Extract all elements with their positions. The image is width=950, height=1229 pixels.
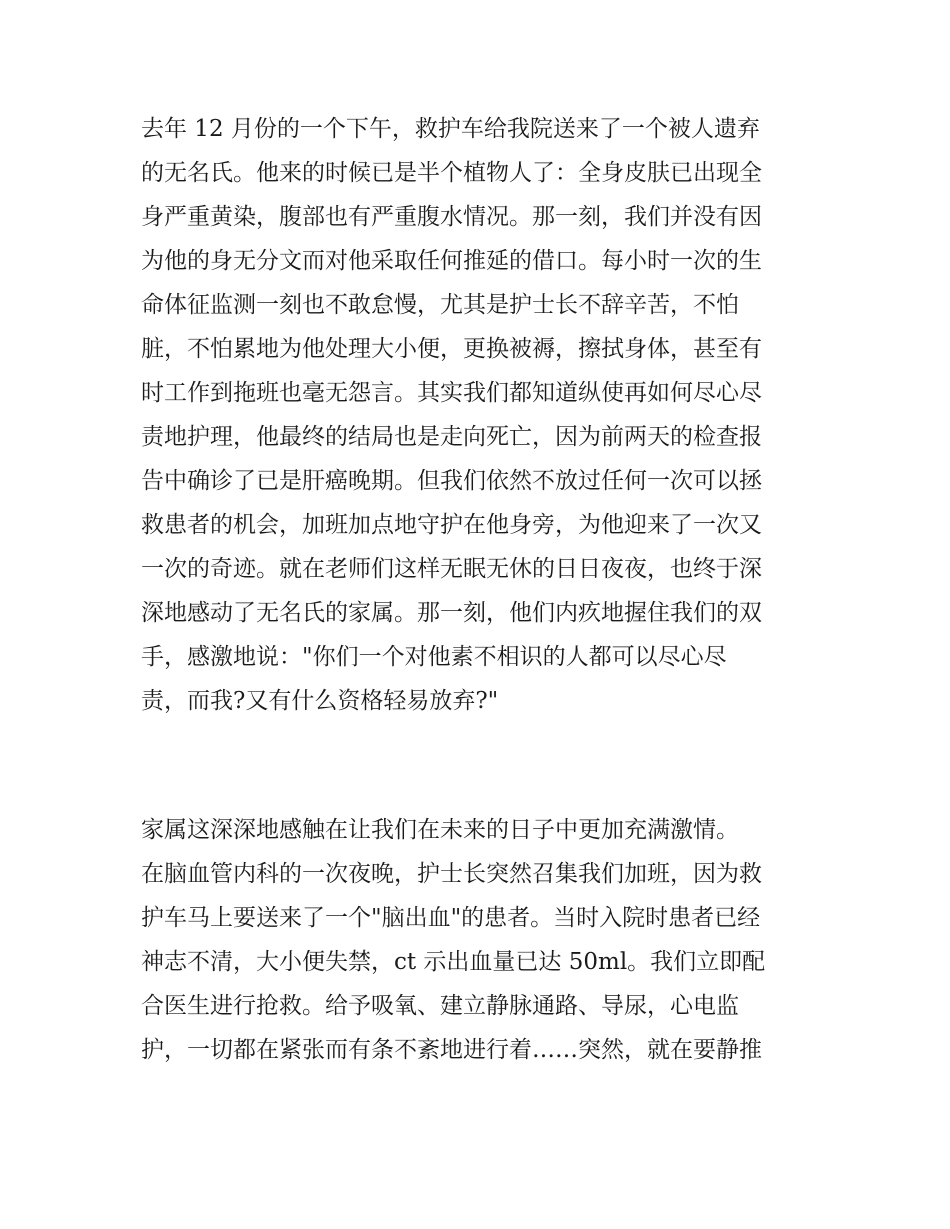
text-line: 合医生进行抢救。给予吸氧、建立静脉通路、导尿，心电监	[141, 993, 739, 1019]
paragraph-1	[141, 107, 816, 723]
text-line: 责地护理，他最终的结局也是走向死亡，因为前两天的检查报	[141, 424, 762, 450]
text-line: 命体征监测一刻也不敢怠慢，尤其是护士长不辞辛苦，不怕	[141, 292, 739, 318]
text-line: 深地感动了无名氏的家属。那一刻，他们内疚地握住我们的双	[141, 600, 762, 626]
text-line: 去年 12 月份的一个下午，救护车给我院送来了一个被人遗弃	[141, 116, 760, 142]
text-line: 一次的奇迹。就在老师们这样无眠无休的日日夜夜，也终于深	[141, 556, 762, 582]
text-line: 手，感激地说："你们一个对他素不相识的人都可以尽心尽	[141, 644, 727, 670]
text-line: 身严重黄染，腹部也有严重腹水情况。那一刻，我们并没有因	[141, 204, 762, 230]
text-line: 告中确诊了已是肝癌晚期。但我们依然不放过任何一次可以拯	[141, 468, 762, 494]
text-line: 脏，不怕累地为他处理大小便，更换被褥，擦拭身体，甚至有	[141, 336, 762, 362]
text-line: 在脑血管内科的一次夜晚，护士长突然召集我们加班，因为救	[141, 861, 762, 887]
text-line: 为他的身无分文而对他采取任何推延的借口。每小时一次的生	[141, 248, 762, 274]
text-line: 神志不清，大小便失禁，ct 示出血量已达 50ml。我们立即配	[141, 949, 766, 975]
text-line: 护车马上要送来了一个"脑出血"的患者。当时入院时患者已经	[141, 905, 761, 931]
text-line: 责，而我?又有什么资格轻易放弃?"	[141, 688, 499, 714]
text-line: 时工作到拖班也毫无怨言。其实我们都知道纵使再如何尽心尽	[141, 380, 762, 406]
text-line: 救患者的机会，加班加点地守护在他身旁，为他迎来了一次又	[141, 512, 762, 538]
text-line: 的无名氏。他来的时候已是半个植物人了：全身皮肤已出现全	[141, 160, 762, 186]
paragraph-2	[141, 808, 816, 1072]
text-line: 家属这深深地感触在让我们在未来的日子中更加充满激情。	[141, 817, 739, 843]
text-line: 护，一切都在紧张而有条不紊地进行着……突然，就在要静推	[141, 1037, 762, 1063]
